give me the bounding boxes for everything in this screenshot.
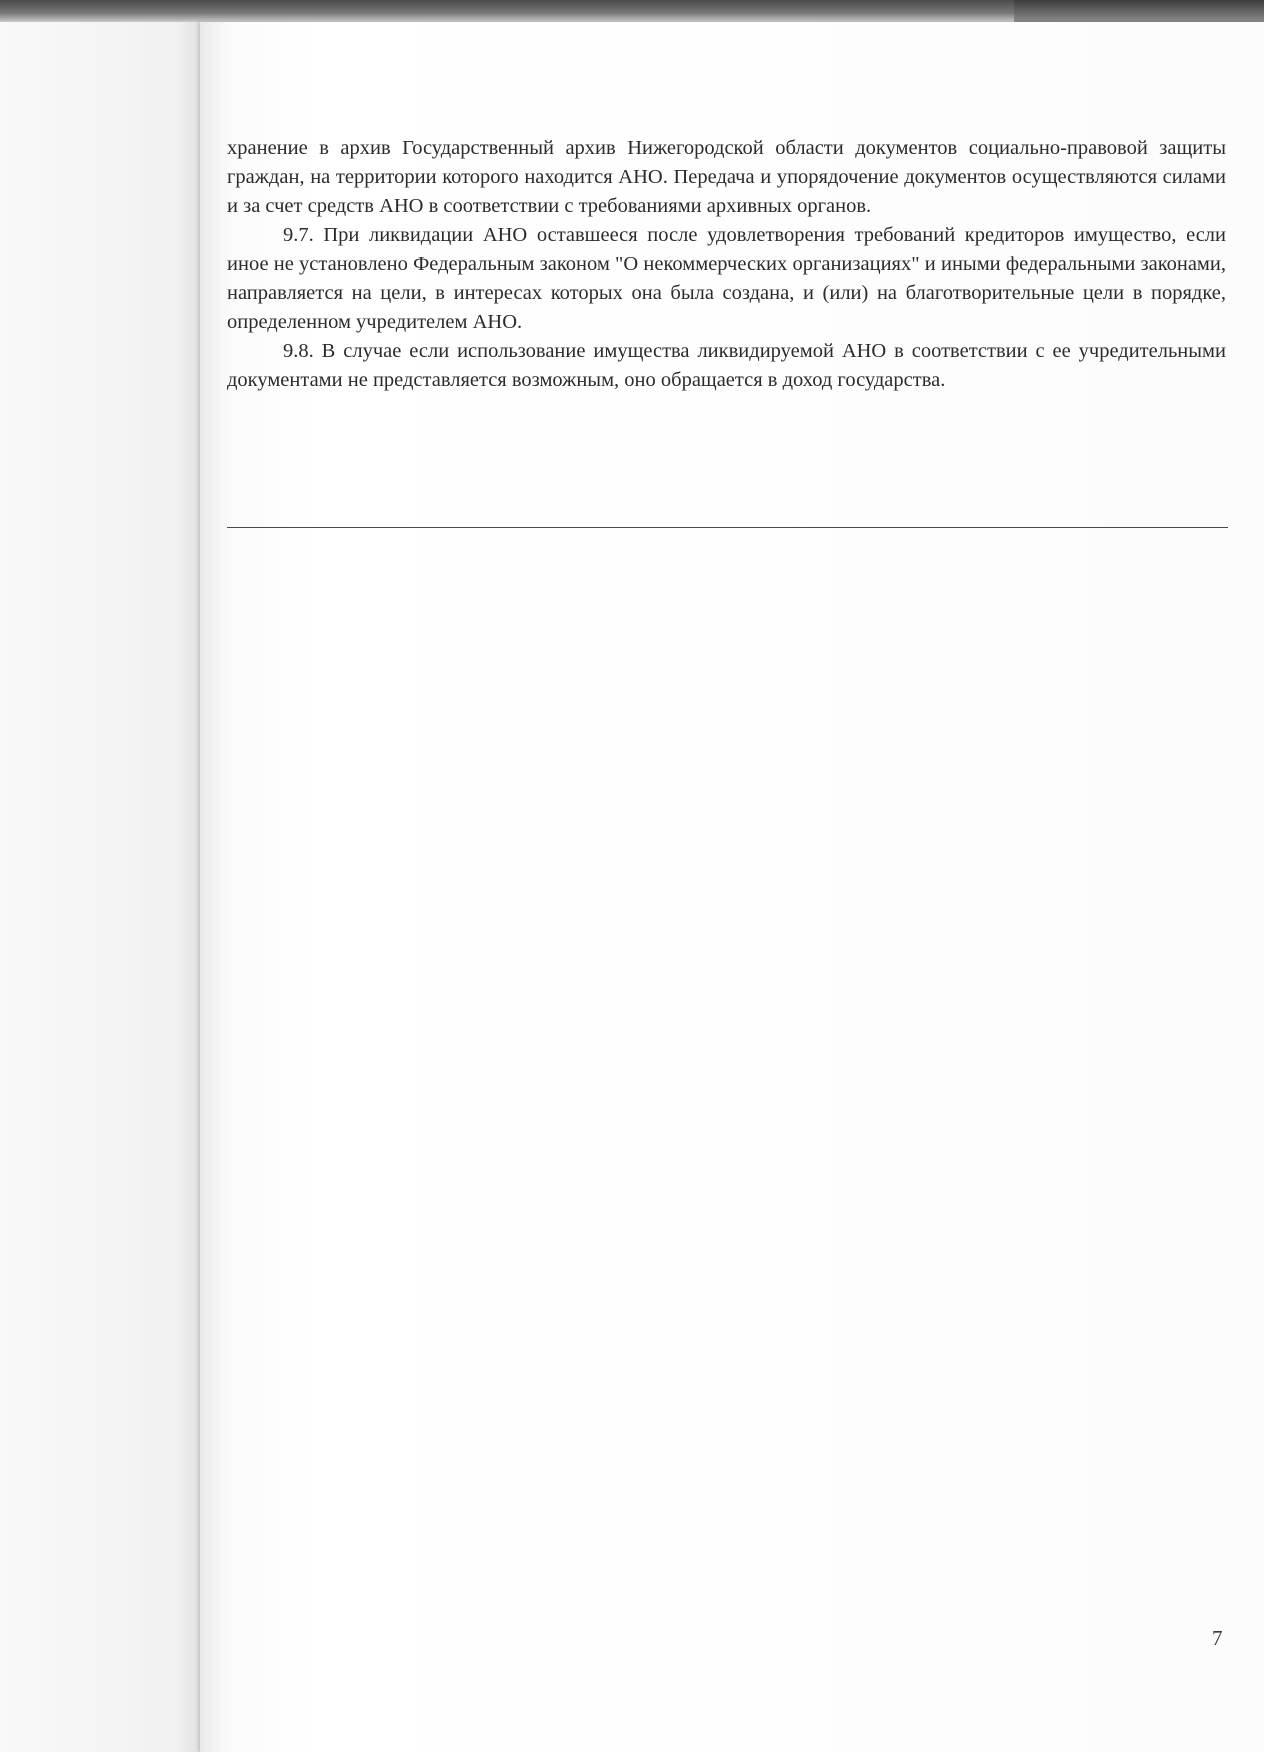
body-text (227, 134, 1226, 395)
paragraph-9-6-continuation: хранение в архив Государственный архив Нижегородской области документов социально-правовой защиты граждан, на территории которого находится АНО. Передача и упорядочение документов осуществляются силами и за счет средств АНО в соответствии с требованиями архивных органов. (227, 137, 1226, 217)
scan-top-edge (0, 0, 1264, 22)
paragraph-9-8: 9.8. В случае если использование имущества ликвидируемой АНО в соответствии с ее учредительными документами не представляется возможным, оно обращается в доход государства. (227, 340, 1226, 391)
paragraph-9-7: 9.7. При ликвидации АНО оставшееся после удовлетворения требований кредиторов имущество, если иное не установлено Федеральным законом "О некоммерческих организациях" и иными федеральными законами, направляется на цели, в интересах которых она была создана, и (или) на благотворительные цели в порядке, определенном учредителем АНО. (227, 224, 1226, 333)
underlying-sheet (0, 22, 210, 1752)
document-page (200, 22, 1264, 1752)
horizontal-rule (227, 527, 1228, 528)
page-number: 7 (1212, 1626, 1223, 1650)
